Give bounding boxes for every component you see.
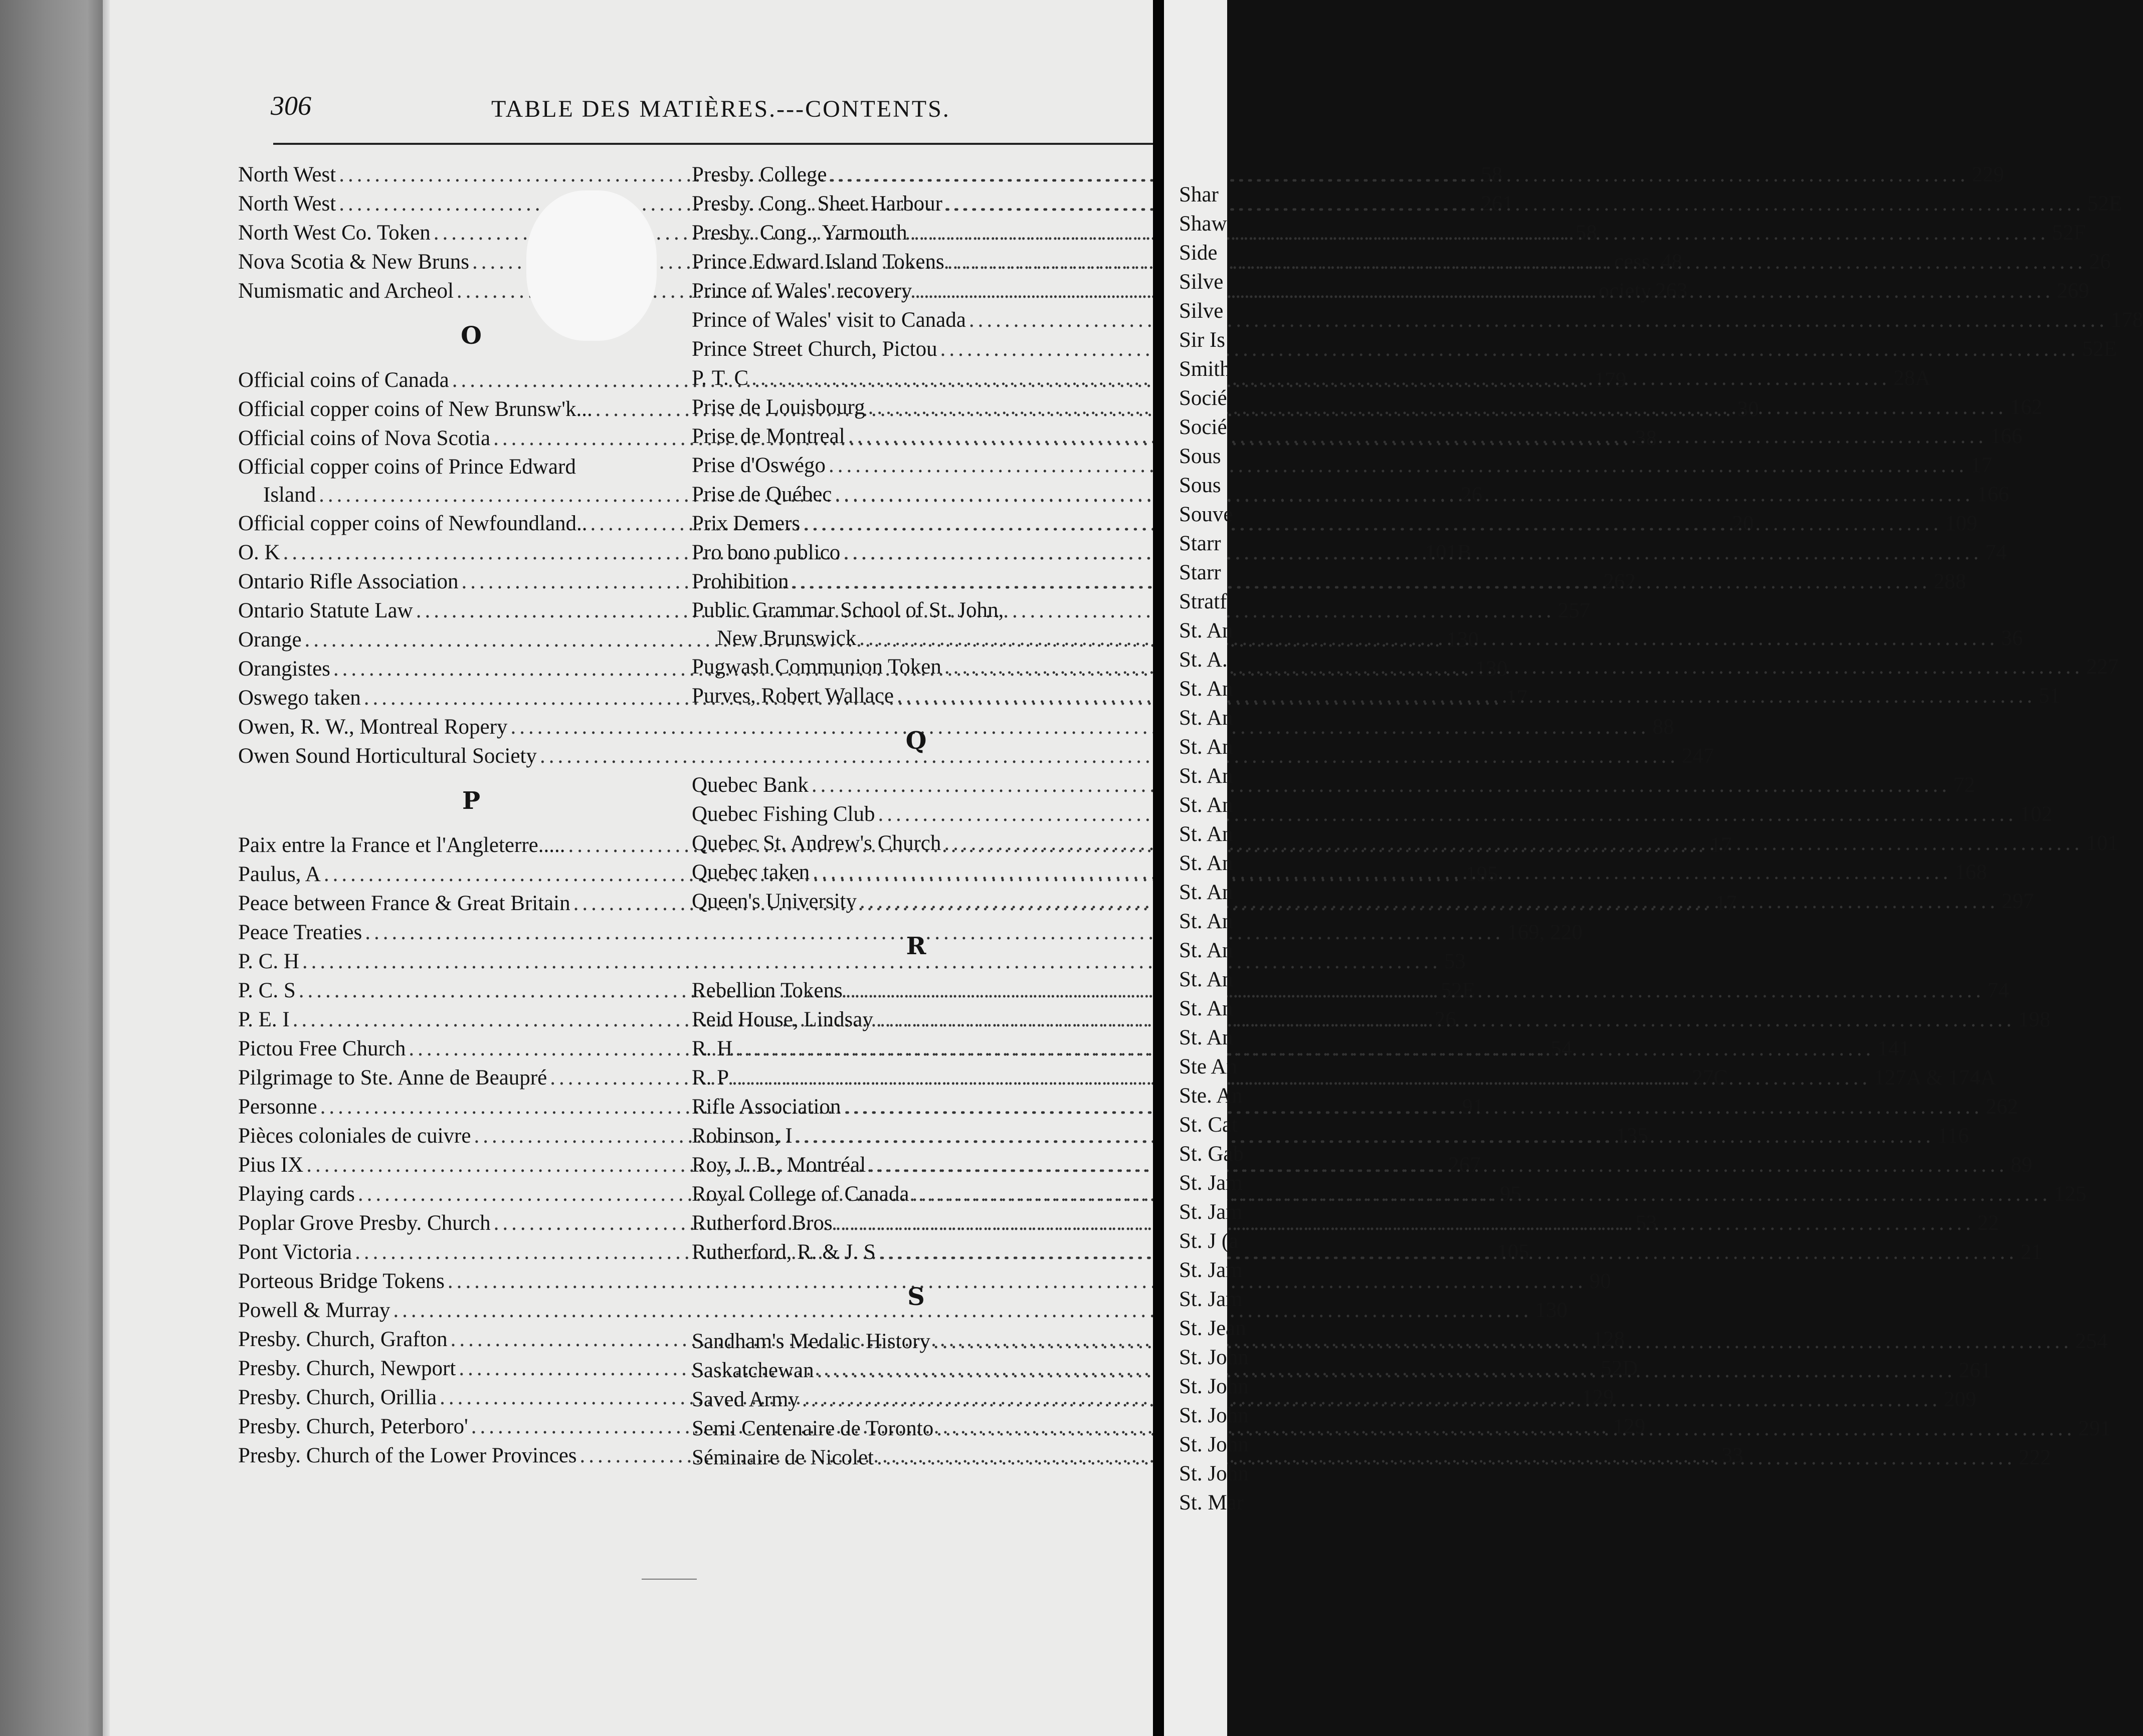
next-page-entry-stub: St. John: [1179, 1462, 1249, 1485]
entry-name: Prohibition: [692, 570, 789, 593]
entry-name: P. C. S: [238, 979, 296, 1002]
dot-leader: [897, 682, 2036, 711]
entry-name: Saskatchewan: [692, 1359, 814, 1382]
next-page-entry-stub: St. An: [1179, 881, 1233, 904]
page-edge: [103, 0, 110, 1736]
entry-page: 33: [1721, 1444, 1743, 1467]
dot-leader: [936, 1414, 2075, 1443]
entry-name: Official copper coins of Newfoundland..: [238, 512, 588, 535]
dot-leader: [876, 1005, 2015, 1034]
entry-name: Semi Centenaire de Toronto: [692, 1417, 934, 1440]
entry-name: Prise de Montreal: [692, 424, 845, 448]
entry-name: Official coins of Canada: [238, 368, 449, 392]
dot-leader: [803, 509, 1942, 538]
header-rule: [273, 143, 1155, 145]
section-letter: P: [462, 787, 481, 815]
entry-page: 52D: [1601, 1357, 1638, 1380]
entry-name: North West: [238, 192, 336, 215]
entry-name: Pius IX: [238, 1153, 304, 1177]
dot-leader: [868, 393, 2007, 422]
entry-name: Owen, R. W., Montreal Ropery: [238, 715, 508, 739]
entry-name: Pont Victoria: [238, 1240, 352, 1264]
next-page-entry-stub: Socié: [1179, 386, 1227, 410]
entry-name: Séminaire de Nicolet: [692, 1446, 874, 1469]
entry-name: Official copper coins of New Brunsw'k...: [238, 397, 593, 421]
dot-leader: [877, 1443, 2016, 1472]
entry-page: 254: [2075, 1330, 2108, 1353]
next-page-entry-stub: St. Jam: [1179, 1287, 1243, 1311]
entry-name: Orange: [238, 628, 302, 652]
entry-name: Ontario Statute Law: [238, 599, 413, 622]
dot-leader: [835, 480, 1974, 509]
dot-leader: [792, 567, 1931, 596]
entry-name: Quebec Fishing Club: [692, 802, 875, 826]
entry-name: Presby. Church, Orillia: [238, 1386, 437, 1409]
dot-leader: [802, 1385, 1941, 1414]
end-ornament: [642, 1579, 697, 1580]
entry-page: 209: [1943, 1388, 1977, 1411]
entry-page: ociety.263: [1598, 279, 1688, 303]
entry-name: Paulus, A: [238, 862, 321, 886]
entry-page: 179: [1594, 368, 1627, 392]
entry-page: 166: [1977, 483, 2009, 506]
entry-page: 51: [2038, 684, 2060, 708]
dot-leader: [796, 1122, 1934, 1151]
dot-leader: [878, 800, 2017, 829]
entry-name: Pugwash Communion Token: [692, 655, 941, 679]
entry-page: 17: [1715, 892, 1737, 915]
next-page-entry-stub: St. An: [1179, 735, 1233, 759]
entry-page: 72: [1953, 773, 1975, 797]
entry-name: Prix Demers: [692, 512, 801, 535]
next-page-entry-stub: St. An: [1179, 910, 1233, 933]
entry-page: 74: [1987, 979, 2009, 1002]
entry-name: Prise de Québec: [692, 483, 832, 506]
next-page-entry-stub: St. An: [1179, 939, 1233, 962]
entry-page: cess. 48: [1614, 250, 1683, 274]
entry-page: 36: [2001, 626, 2023, 650]
entry-name: Official copper coins of Prince Edward: [238, 455, 576, 479]
dot-leader: [836, 1209, 1975, 1238]
entry-page: 135: [1616, 1124, 1648, 1148]
entry-name: Robinson, I: [692, 1124, 793, 1148]
dot-leader: [859, 624, 1998, 653]
next-page-entry-stub: Smith: [1179, 357, 1231, 381]
entry-page: 20: [1732, 512, 1754, 535]
entry-page: 261: [1481, 192, 1513, 215]
entry-page: 222: [2018, 1446, 2051, 1469]
entry-name: Rifle Association: [692, 1095, 841, 1119]
entry-name: Pictou Free Church: [238, 1037, 406, 1060]
entry-name: Public Grammar School of St. John,: [692, 598, 1004, 622]
entry-name: Pilgrimage to Ste. Anne de Beaupré: [238, 1066, 547, 1090]
entry-name: Presby. Cong. Sheet Harbour: [692, 192, 943, 215]
entry-page: 54: [1550, 1037, 1573, 1060]
entry-name: Playing cards: [238, 1182, 355, 1206]
entry-page: 105: [1497, 1240, 1529, 1264]
entry-page: 27C: [1692, 1066, 1728, 1090]
entry-name: Powell & Murray: [238, 1298, 391, 1322]
entry-name: Presby. Church, Newport: [238, 1357, 456, 1380]
entry-page: 53: [1444, 950, 1466, 973]
dot-leader: [879, 1238, 2018, 1267]
dot-leader: [940, 335, 2079, 364]
page-header: [271, 85, 1153, 145]
next-page-entry-stub: Socié: [1179, 415, 1227, 439]
entry-name: Rutherford, R. & J. S: [692, 1240, 876, 1264]
entry-page: 297: [2002, 890, 2034, 913]
entry-page: 262: [1986, 1095, 2018, 1119]
dot-leader: [860, 887, 1999, 916]
entry-page: 52E: [2087, 192, 2122, 215]
entry-page: 21: [2020, 1240, 2042, 1264]
next-page-entry-stub: Sous: [1179, 474, 1221, 497]
dot-leader: [735, 1034, 1874, 1063]
entry-name: Sandham's Medalic History: [692, 1330, 930, 1353]
entry-name: Paix entre la France et l'Angleterre.....: [238, 833, 565, 857]
next-page-entry-stub: St. A.: [1179, 648, 1228, 672]
entry-name: Personne: [238, 1095, 317, 1119]
dot-leader: [844, 1093, 1983, 1122]
entry-page: 26: [1434, 1008, 1456, 1031]
next-page-entry-stub: St. An: [1179, 968, 1233, 991]
entry-name: Rebellion Tokens: [692, 979, 843, 1002]
entry-page: 22: [1977, 1211, 1999, 1235]
section-letter: S: [907, 1283, 925, 1311]
entry-name: Purves, Robert Wallace: [692, 684, 894, 708]
entry-name: Prince of Wales' visit to Canada: [692, 308, 966, 332]
next-page-entry-stub: Silve: [1179, 299, 1224, 323]
entry-page: 74: [1985, 541, 2007, 564]
next-page-stubs: [1164, 180, 1249, 1517]
entry-name: R. P: [692, 1066, 729, 1090]
dot-leader: [869, 1151, 2008, 1180]
dot-leader: [933, 1327, 2072, 1356]
entry-page: 129: [1582, 1386, 1614, 1409]
dot-leader: [813, 858, 1952, 887]
entry-page: 162: [2010, 395, 2043, 419]
entry-name: Prince Edward Island Tokens: [692, 250, 944, 274]
entry-name: Pièces coloniales de cuivre: [238, 1124, 471, 1148]
entry-name: Nova Scotia & New Bruns: [238, 250, 469, 274]
next-page-entry-stub: St. An: [1179, 706, 1233, 730]
entry-page: 227: [2086, 655, 2119, 679]
next-page-entry-stub: St. John: [1179, 1433, 1249, 1456]
entry-name: Official coins of Nova Scotia: [238, 426, 491, 450]
next-page-entry-stub: St. John: [1179, 1375, 1249, 1398]
dot-leader: [910, 219, 2049, 248]
entry-page: 229: [1972, 163, 2005, 186]
next-page-entry-stub: Starr: [1179, 532, 1221, 555]
section-letter: O: [461, 322, 482, 350]
dot-leader: [945, 189, 2084, 219]
next-page-entry-stub: Ste An: [1179, 1055, 1237, 1078]
entry-name: Presby. Church, Peterboro': [238, 1415, 468, 1438]
next-page-entry-stub: St. An: [1179, 1026, 1233, 1049]
entry-name: Oswego taken: [238, 686, 361, 710]
entry-page: 90: [1589, 1269, 1611, 1293]
entry-page: 38: [1635, 426, 1657, 450]
entry-name: Peace Treaties: [238, 921, 362, 944]
entry-page: 101: [2086, 831, 2118, 855]
entry-page: 102: [2020, 802, 2052, 826]
dot-leader: [732, 1063, 1871, 1093]
next-page-entry-stub: St. An: [1179, 619, 1233, 642]
next-page-entry-stub: St. An: [1179, 851, 1233, 875]
entry-name-continued: New Brunswick: [717, 626, 857, 650]
dot-leader: [829, 451, 1968, 480]
entry-name: Porteous Bridge Tokens: [238, 1269, 445, 1293]
entry-page: 17: [1710, 833, 1732, 857]
dot-leader: [947, 248, 2086, 277]
book-gutter: [1153, 0, 1164, 1736]
entry-page: 52E: [1440, 979, 1476, 1002]
entry-page: 141: [1877, 1037, 1910, 1060]
next-page-entry-stub: Shar: [1179, 183, 1219, 206]
entry-page: 261: [1959, 1359, 1992, 1382]
entry-name: Orangistes: [238, 657, 330, 681]
next-page-entry-stub: Shaw: [1179, 212, 1227, 236]
entry-page: 28A: [1893, 366, 1931, 390]
next-page-entry-stub: St. John: [1179, 1346, 1249, 1369]
entry-page: 257: [1557, 599, 1591, 622]
entry-page: 269: [2057, 279, 2089, 303]
entry-page: 26: [1461, 483, 1483, 507]
next-page-entry-stub: St. John: [1179, 1404, 1249, 1427]
dot-leader: [944, 653, 2083, 682]
entry-name: Queen's University: [692, 890, 857, 913]
entry-page: 198: [2018, 1008, 2051, 1031]
entry-page: 129: [1613, 1415, 1646, 1438]
next-page-entry-stub: St. Jam: [1179, 1258, 1243, 1282]
entry-name: Prince Street Church, Pictou: [692, 337, 937, 361]
entry-page: 267: [1448, 1153, 1481, 1177]
dot-leader: [812, 771, 1951, 800]
entry-name: Pro bono publico: [692, 541, 841, 564]
entry-name: Peace between France & Great Britain: [238, 892, 570, 915]
entry-name: Rutherford Bros: [692, 1211, 833, 1235]
entry-page: 178: [2110, 308, 2143, 332]
entry-page: 168: [1955, 860, 1987, 884]
entry-page: 109: [1945, 512, 1978, 535]
next-page-entry-stub: Ste. An: [1179, 1084, 1243, 1108]
entry-name: R. H: [692, 1037, 733, 1060]
entry-name: Numismatic and Archeol: [238, 279, 454, 303]
entry-page: 101B: [1425, 541, 1472, 564]
entry-name: Quebec St. Andrew's Church: [692, 831, 941, 855]
entry-page: 130: [1446, 628, 1479, 652]
next-page-entry-stub: Sous: [1179, 445, 1221, 468]
entry-page: 130: [1475, 657, 1508, 681]
entry-name: Royal College of Canada: [692, 1182, 909, 1206]
entry-page: 128: [1592, 1328, 1625, 1351]
entry-page: 247: [1681, 744, 1714, 768]
next-page-entry-stub: St. Jean: [1179, 1317, 1246, 1340]
next-page-entry-stub: St. An: [1179, 997, 1233, 1020]
entry-name: Presby. Cong., Yarmouth: [692, 221, 907, 245]
entry-page: 30: [1737, 397, 1759, 421]
section-letter: R: [906, 932, 926, 960]
next-page-entry-stub: Starr: [1179, 561, 1221, 584]
entry-name: Presby. College: [692, 163, 827, 186]
entry-name: Prise de Louisbourg: [692, 395, 865, 419]
entry-name: Roy, J. B., Montréal: [692, 1153, 866, 1177]
entry-name: Poplar Grove Presby. Church: [238, 1211, 491, 1235]
entry-page: 169, 220: [1507, 921, 1583, 944]
entry-page: 288: [1933, 570, 1967, 593]
running-title: TABLE DES MATIÈRES.---CONTENTS.: [491, 96, 950, 122]
next-page-entry-stub: Stratf: [1179, 590, 1227, 613]
entry-page: 26: [2089, 250, 2111, 274]
book-spine: [0, 0, 103, 1736]
dot-leader: [830, 160, 1969, 189]
entry-name: Reid House, Lindsay: [692, 1008, 873, 1031]
dot-leader: [751, 364, 1890, 393]
entry-page: 17: [1970, 454, 1992, 477]
entry-name: P. T. C: [692, 366, 749, 390]
entry-page: 166: [1990, 424, 2023, 448]
entry-name: Saved Army: [692, 1388, 799, 1411]
entry-page: 291: [2078, 1417, 2111, 1440]
entry-page: 58: [1481, 163, 1503, 186]
entry-name: Ontario Rifle Association: [238, 570, 459, 593]
next-page-entry-stub: St. An: [1179, 793, 1233, 817]
next-page-fragment: [1164, 0, 1249, 1736]
entry-page: 125: [2054, 1182, 2086, 1206]
entry-name: North West Co. Token: [238, 221, 431, 245]
entry-page: 91: [1462, 1095, 1484, 1119]
entry-name: Owen Sound Horticultural Society: [238, 744, 537, 768]
entry-page: 130: [1535, 1298, 1568, 1322]
entry-name: Quebec Bank: [692, 773, 809, 797]
next-page-entry-stub: St. J (a: [1179, 1229, 1239, 1253]
entry-name: Prince of Wales' recovery: [692, 279, 912, 303]
dot-leader: [846, 976, 1985, 1005]
next-page-entry-stub: Sir Is: [1179, 328, 1225, 352]
next-page-entry-stub: St. Jam: [1179, 1171, 1243, 1195]
next-page-entry-stub: St. Cat: [1179, 1113, 1238, 1137]
entry-name: Presby. Church, Grafton: [238, 1328, 448, 1351]
entry-name: P. C. H: [238, 950, 299, 973]
next-page-entry-stub: Souve: [1179, 503, 1233, 526]
entry-page: 95: [1499, 1182, 1521, 1206]
next-page-entry-stub: St. An: [1179, 677, 1233, 701]
entry-page: 116: [1937, 1124, 1969, 1148]
entry-name: Presby. Church of the Lower Provinces: [238, 1444, 577, 1467]
entry-page: 195: [1465, 862, 1498, 886]
entry-page: 89: [2011, 1153, 2033, 1177]
dot-leader: [848, 422, 1987, 451]
entry-page: 53: [1635, 1211, 1657, 1235]
entry-page: 58: [1575, 221, 1597, 245]
entry-page: 17: [1505, 686, 1527, 710]
next-page-entry-stub: St. Mar: [1179, 1491, 1244, 1514]
dot-leader: [843, 538, 1982, 567]
dot-leader: [969, 306, 2108, 335]
entry-page: 262: [1603, 570, 1636, 593]
entry-page: 52E: [2082, 337, 2117, 361]
dot-leader: [944, 829, 2083, 858]
next-page-entry-stub: St. An: [1179, 764, 1233, 788]
dot-leader: [912, 1180, 2051, 1209]
entry-page: 88: [1652, 715, 1674, 739]
next-page-entry-stub: St. An: [1179, 822, 1233, 846]
entry-name: North West: [238, 163, 336, 186]
paper-blemish: [526, 190, 657, 341]
entry-name: Quebec taken: [692, 860, 810, 884]
entry-page: 52F: [2052, 221, 2086, 245]
page-number: 306: [271, 91, 311, 121]
next-page-entry-stub: St. Gab: [1179, 1142, 1244, 1166]
next-page-entry-stub: Silve: [1179, 270, 1224, 294]
entry-name: O. K: [238, 541, 280, 564]
entry-name: P. E. I: [238, 1008, 290, 1031]
section-letter: Q: [905, 727, 927, 755]
entry-name-continued: Island: [263, 483, 316, 507]
entry-page: 127A & 174A: [1874, 1066, 1996, 1090]
dot-leader: [817, 1356, 1956, 1385]
dot-leader: [915, 277, 2054, 306]
next-page-entry-stub: Side: [1179, 241, 1218, 265]
entry-name: Prise d'Oswégo: [692, 454, 826, 477]
next-page-entry-stub: St. Jam: [1179, 1200, 1243, 1224]
